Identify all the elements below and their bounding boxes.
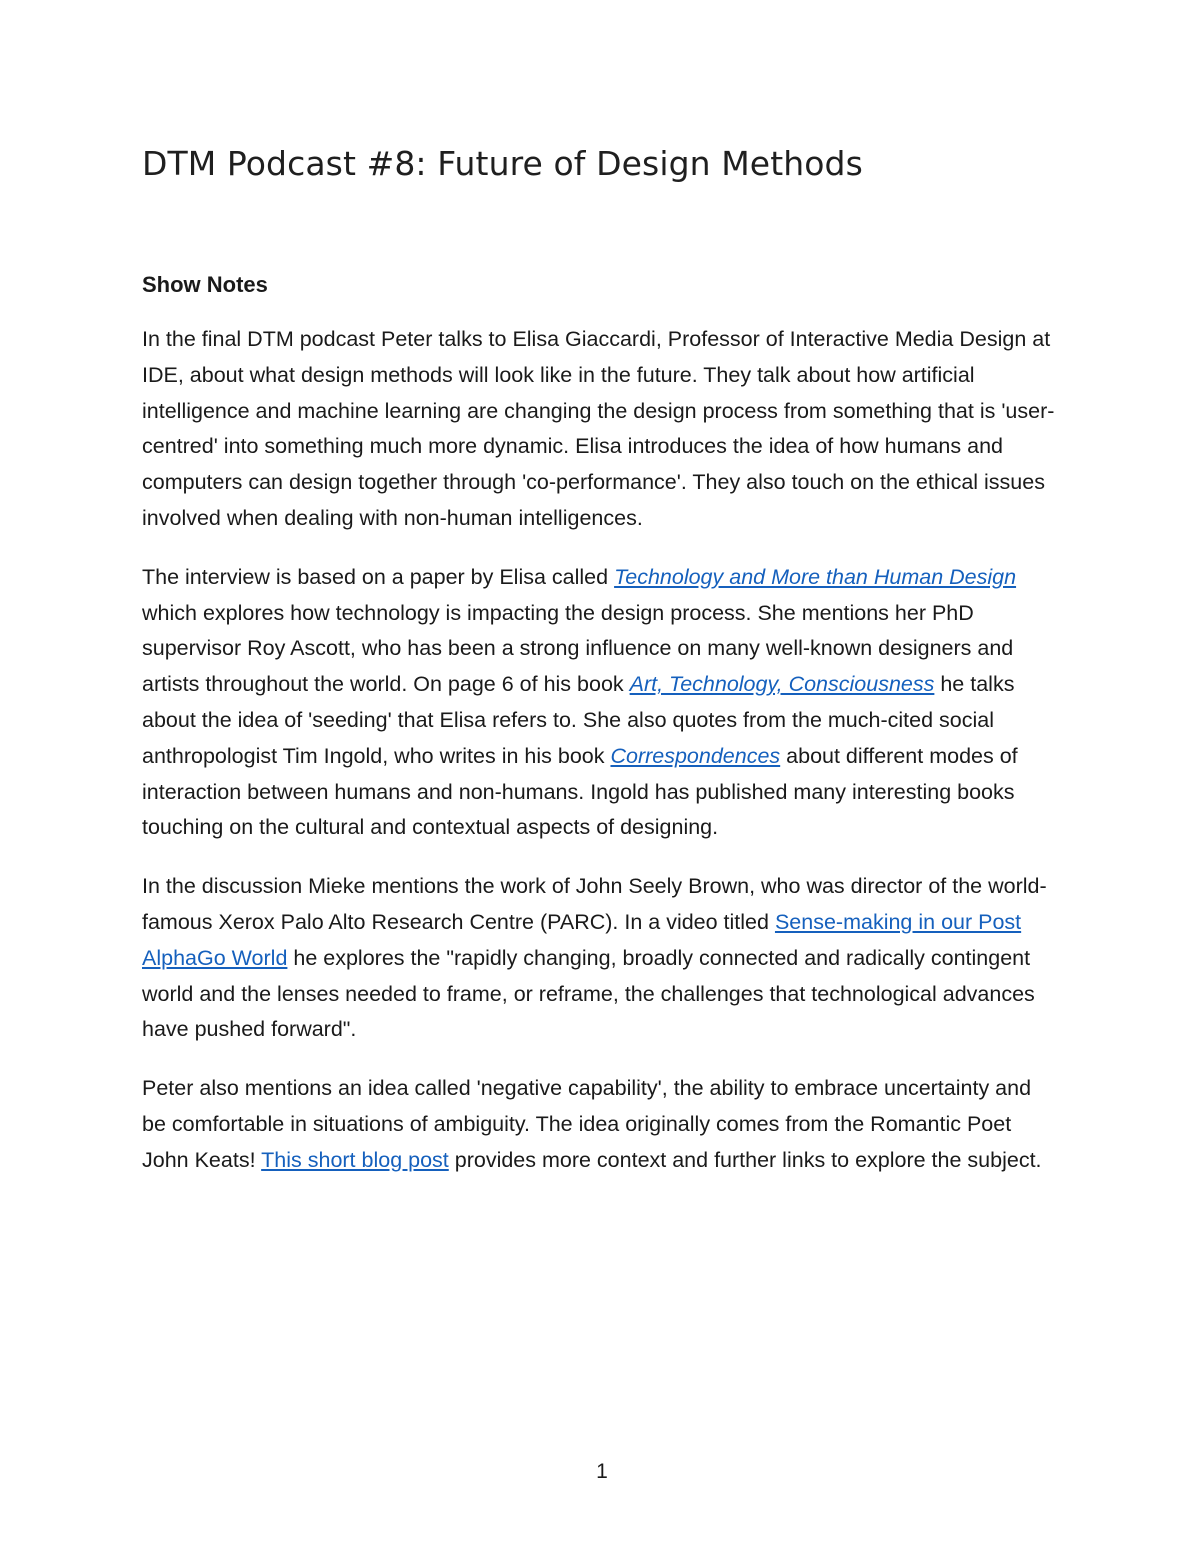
document-title: DTM Podcast #8: Future of Design Methods xyxy=(142,144,863,183)
link-art-technology-consciousness[interactable]: Art, Technology, Consciousness xyxy=(629,672,935,697)
paragraph-paper-text-3: he talks about the idea of 'seeding' that Elisa refers to. She also quotes from the much-cited social anthropologist Tim Ingold, who writes in his book xyxy=(142,672,1015,768)
paragraph-discussion xyxy=(142,869,1057,1048)
paragraph-negative-capability xyxy=(142,1071,1057,1178)
link-technology-more-than-human-design[interactable]: Technology and More than Human Design xyxy=(614,564,1017,589)
show-notes-body xyxy=(142,322,1057,1202)
link-short-blog-post[interactable]: This short blog post xyxy=(261,1147,449,1172)
paragraph-paper xyxy=(142,560,1057,846)
paragraph-negative-capability-text-2: provides more context and further links to explore the subject. xyxy=(448,1147,1042,1172)
document-page xyxy=(142,0,1062,1553)
paragraph-paper-text-1: The interview is based on a paper by Elisa called xyxy=(142,564,615,589)
paragraph-intro xyxy=(142,322,1057,537)
paragraph-discussion-text-2: he explores the "rapidly changing, broadly connected and radically contingent world and the lenses needed to frame, or reframe, the challenges that technological advances have pushed forward". xyxy=(142,945,1035,1042)
page-number: 1 xyxy=(596,1460,608,1483)
link-correspondences[interactable]: Correspondences xyxy=(610,743,781,768)
paragraph-paper-text-4: about different modes of interaction between humans and non-humans. Ingold has published many interesting books touching on the cultural and contextual aspects of designing. xyxy=(142,743,1018,840)
paragraph-negative-capability-text-1: Peter also mentions an idea called 'negative capability', the ability to embrace uncertainty and be comfortable in situations of ambiguity. The idea originally comes from the Romantic Poet John Keats! xyxy=(142,1076,1032,1172)
link-sense-making-video[interactable]: Sense-making in our Post AlphaGo World xyxy=(142,909,1022,970)
paragraph-paper-text-2: which explores how technology is impacting the design process. She mentions her PhD supervisor Roy Ascott, who has been a strong influence on many well-known designers and artists throughout the world. On page 6 of his book xyxy=(142,600,1014,697)
section-heading-show-notes: Show Notes xyxy=(142,272,268,297)
paragraph-discussion-text-1: In the discussion Mieke mentions the work of John Seely Brown, who was director of the world-famous Xerox Palo Alto Research Centre (PARC). In a video titled xyxy=(142,874,1047,934)
paragraph-intro-text: In the final DTM podcast Peter talks to Elisa Giaccardi, Professor of Interactive Media Design at IDE, about what design methods will look like in the future. They talk about how artificial intelligence and machine learning are changing the design process from something that is 'user-centred' into something much more dynamic. Elisa introduces the idea of how humans and computers can design together through 'co-performance'. They also touch on the ethical issues involved when dealing with non-human intelligences. xyxy=(142,327,1055,530)
